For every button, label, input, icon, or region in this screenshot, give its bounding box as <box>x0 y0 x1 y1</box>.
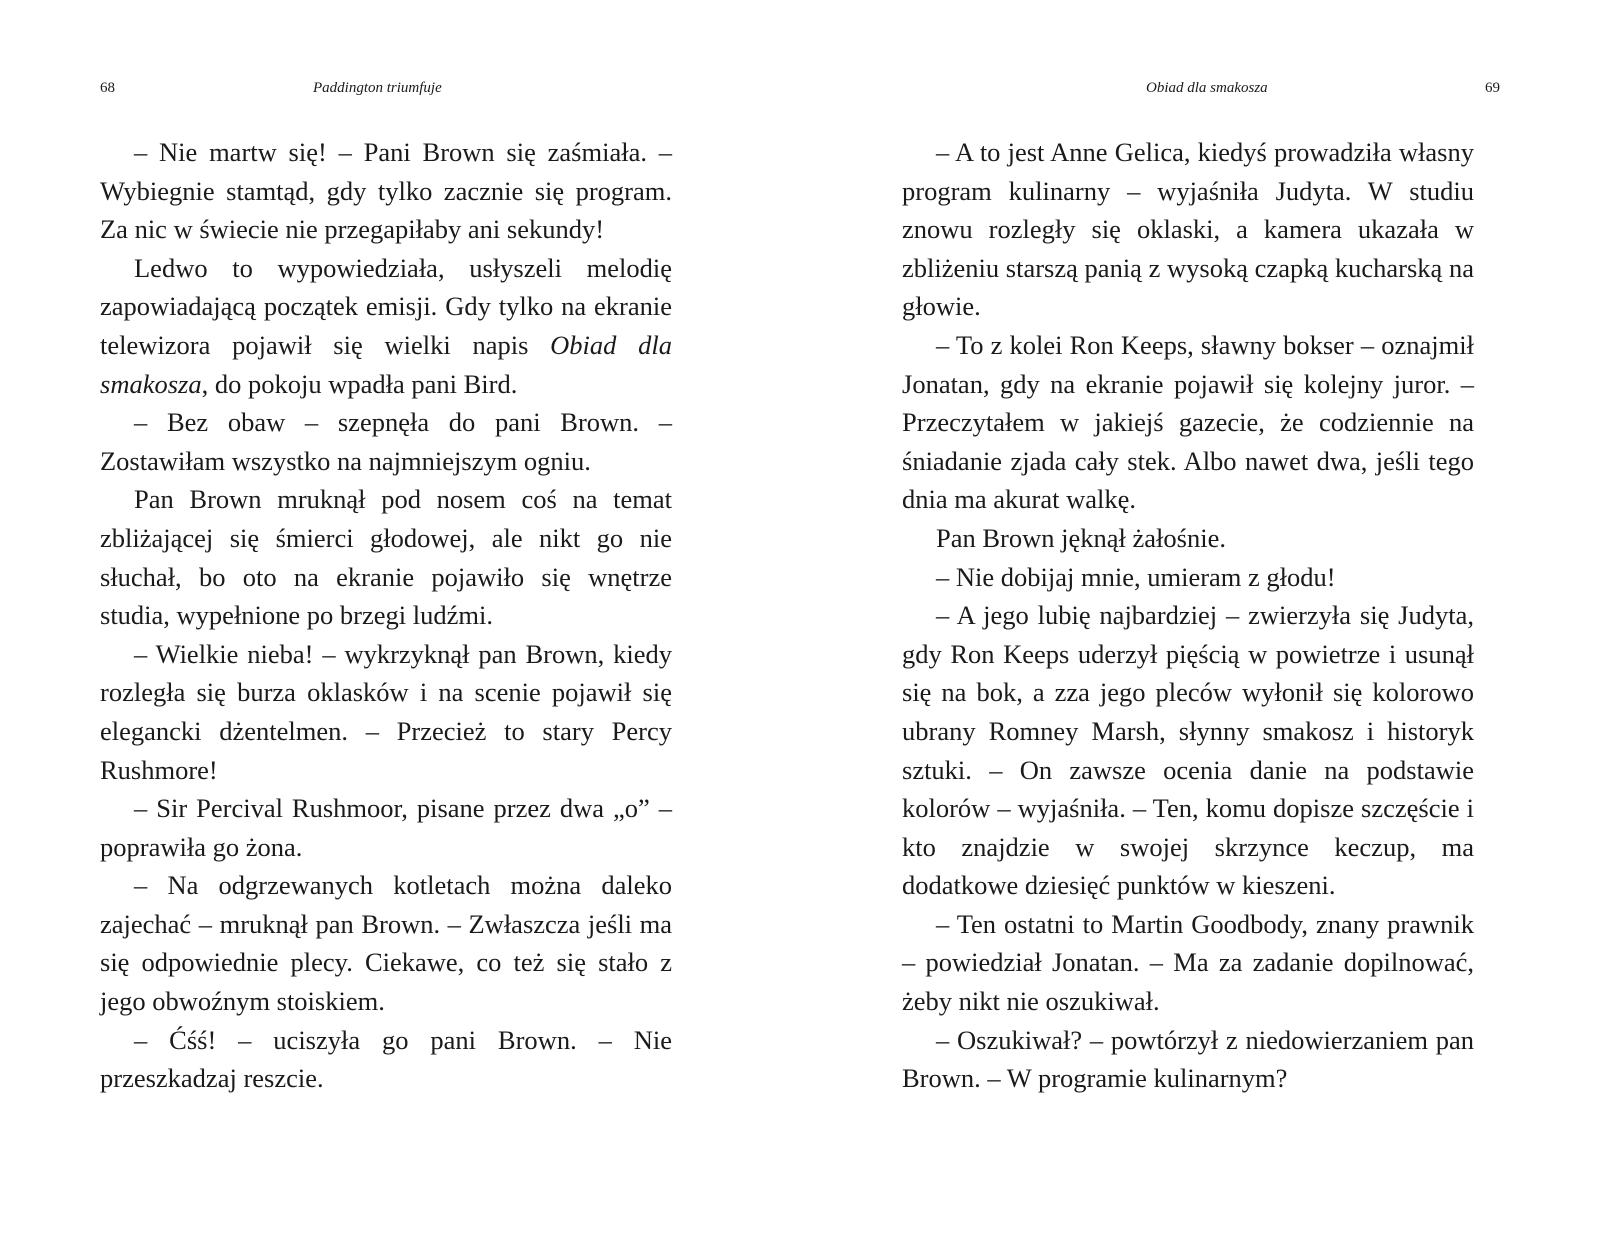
body-text <box>100 133 672 1098</box>
paragraph <box>100 249 672 403</box>
paragraph: – Na odgrzewanych kotletach można daleko zajechać – mruknął pan Brown. – Zwłaszcza jeśli ma się odpowiednie plecy. Ciekawe, co też się stało z jego obwoźnym stoiskiem. <box>100 870 672 1017</box>
paragraph: – Ćśś! – uciszyła go pani Brown. – Nie przeszkadzaj reszcie. <box>100 1024 672 1094</box>
paragraph: – Ten ostatni to Martin Goodbody, znany prawnik – powiedział Jonatan. – Ma za zadanie dopilnować, żeby nikt nie oszukiwał. <box>902 908 1474 1017</box>
body-text <box>902 133 1474 1098</box>
paragraph: – Nie martw się! – Pani Brown się zaśmiała. – Wybiegnie stamtąd, gdy tylko zacznie się program. Za nic w świecie nie przegapiłaby ani sekundy! <box>100 137 672 245</box>
paragraph: – Oszukiwał? – powtórzył z niedowierzaniem pan Brown. – W programie kulinarnym? <box>902 1024 1474 1094</box>
running-head: Paddington triumfuje <box>313 80 442 96</box>
paragraph: – Sir Percival Rushmoor, pisane przez dwa „o” – poprawiła go żona. <box>100 793 672 862</box>
paragraph: Pan Brown jęknął żałośnie. <box>936 522 1226 553</box>
paragraph: – A jego lubię najbardziej – zwierzyła się Judyta, gdy Ron Keeps uderzył pięścią w powietrze i usunął się na bok, a zza jego pleców wyłonił się kolorowo ubrany Romney Marsh, słynny smakosz i historyk sztuki. – On zawsze ocenia danie na podstawie kolorów – wyjaśniła. – Ten, komu dopisze szczęście i kto znajdzie w swojej skrzynce keczup, ma dodatkowe dziesięć punktów w kieszeni. <box>902 600 1474 901</box>
page-number: 69 <box>1485 80 1500 96</box>
paragraph: Pan Brown mruknął pod nosem coś na temat zbliżającej się śmierci głodowej, ale nikt go nie słuchał, bo oto na ekranie pojawiło się wnętrze studia, wypełnione po brzegi ludźmi. <box>100 484 672 631</box>
paragraph: – To z kolei Ron Keeps, sławny bokser – oznajmił Jonatan, gdy na ekranie pojawił się kolejny juror. – Przeczytałem w jakiejś gazecie, że codziennie na śniadanie zjada cały stek. Albo nawet dwa, jeśli tego dnia ma akurat walkę. <box>902 329 1474 515</box>
page-number: 68 <box>100 80 115 96</box>
paragraph-text: , do pokoju wpadła pani Bird. <box>201 368 518 399</box>
right-page <box>800 0 1600 1245</box>
running-head: Obiad dla smakosza <box>1146 80 1268 96</box>
paragraph-text: Ledwo to wypowiedziała, usłyszeli melodię zapowiadającą początek emisji. Gdy tylko na ekranie telewizora pojawił się wielki napis <box>100 252 672 360</box>
paragraph: – Bez obaw – szepnęła do pani Brown. – Zostawiłam wszystko na najmniejszym ogniu. <box>100 407 672 476</box>
emphasized-title: Obiad dla smakosza <box>100 329 672 399</box>
paragraph: – A to jest Anne Gelica, kiedyś prowadziła własny program kulinarny – wyjaśniła Judyta. W studiu znowu rozległy się oklaski, a kamera ukazała w zbliżeniu starszą panią z wysoką czapką kucharską na głowie. <box>902 137 1474 322</box>
paragraph: – Nie dobijaj mnie, umieram z głodu! <box>936 561 1336 592</box>
paragraph: – Wielkie nieba! – wykrzyknął pan Brown, kiedy rozległa się burza oklasków i na scenie pojawił się elegancki dżentelmen. – Przecież to stary Percy Rushmore! <box>100 638 672 785</box>
